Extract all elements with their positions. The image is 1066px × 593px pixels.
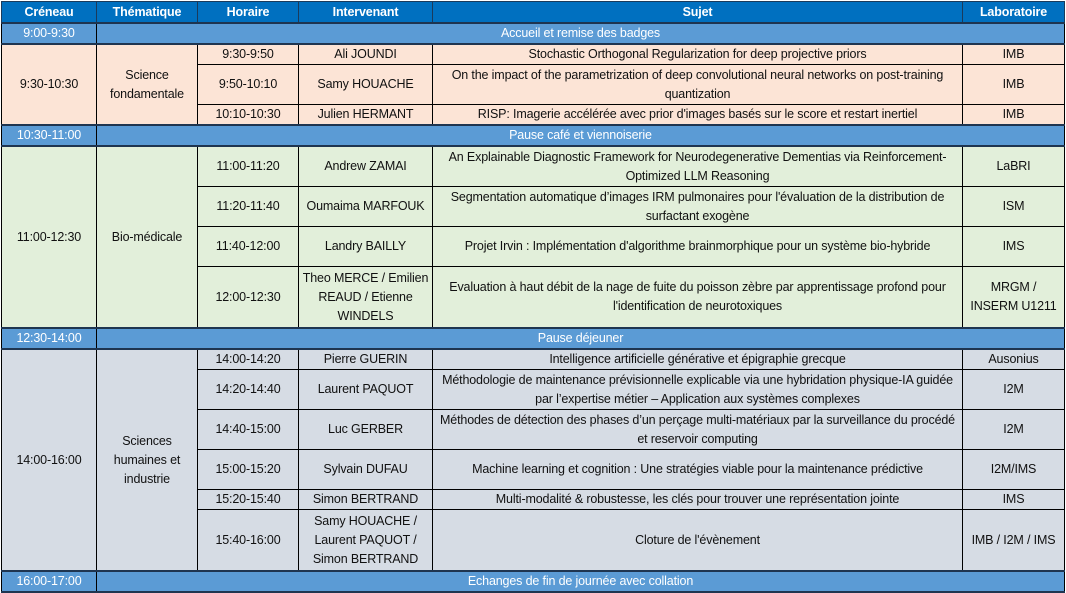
talk-time: 10:10-10:30	[198, 105, 299, 126]
talk-speaker: Ali JOUNDI	[299, 44, 433, 65]
talk-speaker: Theo MERCE / Emilien REAUD / Etienne WINDELS	[299, 267, 433, 329]
session-theme: Science fondamentale	[97, 44, 198, 125]
header-intervenant: Intervenant	[299, 2, 433, 24]
talk-subject: Machine learning et cognition : Une stratégies viable pour la maintenance prédictive	[433, 450, 963, 490]
talk-time: 15:00-15:20	[198, 450, 299, 490]
talk-subject: Méthodes de détection des phases d’un perçage multi-matériaux par la surveillance du procédé et reservoir computing	[433, 410, 963, 450]
talk-speaker: Andrew ZAMAI	[299, 146, 433, 187]
talk-time: 9:30-9:50	[198, 44, 299, 65]
talk-time: 11:00-11:20	[198, 146, 299, 187]
talk-speaker: Pierre GUERIN	[299, 349, 433, 370]
break-creneau: 12:30-14:00	[2, 328, 97, 349]
talk-time: 14:20-14:40	[198, 370, 299, 410]
talk-time: 15:20-15:40	[198, 490, 299, 510]
talk-speaker: Laurent PAQUOT	[299, 370, 433, 410]
talk-time: 15:40-16:00	[198, 510, 299, 572]
talk-subject: Multi-modalité & robustesse, les clés pour trouver une représentation jointe	[433, 490, 963, 510]
talk-time: 9:50-10:10	[198, 65, 299, 105]
break-row	[2, 23, 1065, 44]
talk-lab: Ausonius	[963, 349, 1065, 370]
session-creneau: 11:00-12:30	[2, 146, 97, 328]
talk-lab: IMB	[963, 65, 1065, 105]
talk-subject: RISP: Imagerie accélérée avec prior d'images basés sur le score et restart inertiel	[433, 105, 963, 126]
header-creneau: Créneau	[2, 2, 97, 24]
header-sujet: Sujet	[433, 2, 963, 24]
header-horaire: Horaire	[198, 2, 299, 24]
session-theme: Bio-médicale	[97, 146, 198, 328]
talk-row	[2, 146, 1065, 187]
talk-speaker: Oumaima MARFOUK	[299, 187, 433, 227]
talk-speaker: Samy HOUACHE / Laurent PAQUOT / Simon BERTRAND	[299, 510, 433, 572]
header-thematique: Thématique	[97, 2, 198, 24]
talk-speaker: Samy HOUACHE	[299, 65, 433, 105]
talk-time: 11:40-12:00	[198, 227, 299, 267]
break-label: Echanges de fin de journée avec collation	[97, 571, 1065, 592]
session-theme: Sciences humaines et industrie	[97, 349, 198, 571]
talk-speaker: Landry BAILLY	[299, 227, 433, 267]
talk-lab: I2M/IMS	[963, 450, 1065, 490]
break-creneau: 9:00-9:30	[2, 23, 97, 44]
talk-lab: I2M	[963, 410, 1065, 450]
schedule-body	[2, 23, 1065, 592]
talk-lab: IMB	[963, 44, 1065, 65]
talk-lab: I2M	[963, 370, 1065, 410]
talk-time: 14:00-14:20	[198, 349, 299, 370]
talk-lab: LaBRI	[963, 146, 1065, 187]
session-creneau: 14:00-16:00	[2, 349, 97, 571]
talk-subject: Projet Irvin : Implémentation d'algorithme brainmorphique pour un système bio-hybride	[433, 227, 963, 267]
talk-time: 14:40-15:00	[198, 410, 299, 450]
header-row	[2, 2, 1065, 24]
break-row	[2, 125, 1065, 146]
talk-subject: On the impact of the parametrization of deep convolutional neural networks on post-training quantization	[433, 65, 963, 105]
talk-lab: IMB	[963, 105, 1065, 126]
talk-lab: IMS	[963, 227, 1065, 267]
talk-speaker: Luc GERBER	[299, 410, 433, 450]
talk-speaker: Sylvain DUFAU	[299, 450, 433, 490]
talk-time: 11:20-11:40	[198, 187, 299, 227]
talk-lab: IMS	[963, 490, 1065, 510]
talk-row	[2, 349, 1065, 370]
talk-subject: Evaluation à haut débit de la nage de fuite du poisson zèbre par apprentissage profond pour l'identification de neurotoxiques	[433, 267, 963, 329]
break-label: Pause déjeuner	[97, 328, 1065, 349]
schedule-table	[1, 1, 1065, 593]
talk-subject: Segmentation automatique d’images IRM pulmonaires pour l'évaluation de la distribution de surfactant exogène	[433, 187, 963, 227]
talk-subject: Stochastic Orthogonal Regularization for deep projective priors	[433, 44, 963, 65]
talk-subject: An Explainable Diagnostic Framework for Neurodegenerative Dementias via Reinforcement-Optimized LLM Reasoning	[433, 146, 963, 187]
break-label: Pause café et viennoiserie	[97, 125, 1065, 146]
talk-subject: Méthodologie de maintenance prévisionnelle explicable via une hybridation physique-IA guidée par l’expertise métier – Application aux systèmes complexes	[433, 370, 963, 410]
break-creneau: 10:30-11:00	[2, 125, 97, 146]
talk-subject: Cloture de l'évènement	[433, 510, 963, 572]
talk-lab: IMB / I2M / IMS	[963, 510, 1065, 572]
talk-speaker: Julien HERMANT	[299, 105, 433, 126]
talk-subject: Intelligence artificielle générative et épigraphie grecque	[433, 349, 963, 370]
talk-lab: ISM	[963, 187, 1065, 227]
talk-speaker: Simon BERTRAND	[299, 490, 433, 510]
talk-row	[2, 44, 1065, 65]
break-creneau: 16:00-17:00	[2, 571, 97, 592]
talk-time: 12:00-12:30	[198, 267, 299, 329]
talk-lab: MRGM / INSERM U1211	[963, 267, 1065, 329]
session-creneau: 9:30-10:30	[2, 44, 97, 125]
header-laboratoire: Laboratoire	[963, 2, 1065, 24]
break-label: Accueil et remise des badges	[97, 23, 1065, 44]
break-row	[2, 328, 1065, 349]
